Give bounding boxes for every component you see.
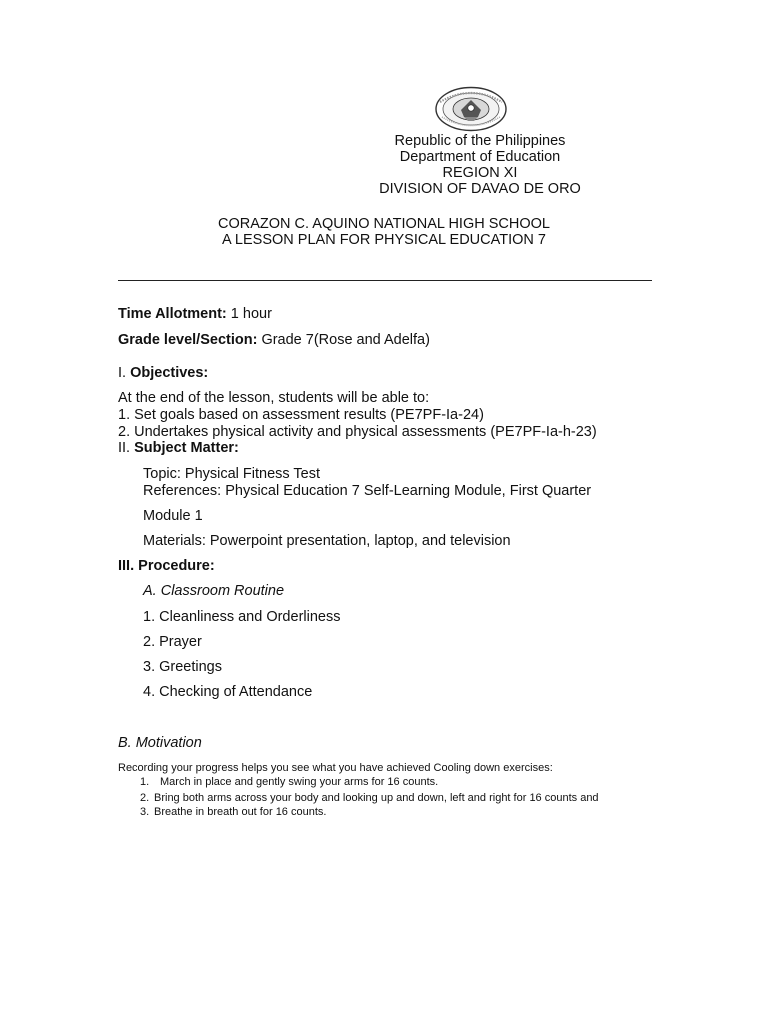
routine-item-2: 2. Prayer: [143, 634, 202, 650]
header-line-division: DIVISION OF DAVAO DE ORO: [379, 181, 581, 197]
motivation-item-3-number: 3.: [140, 806, 150, 818]
motivation-text: Recording your progress helps you see what you have achieved Cooling down exercises:: [118, 762, 553, 774]
motivation-item-3-text: Breathe in breath out for 16 counts.: [154, 806, 327, 818]
subject-matter-heading-text: Subject Matter:: [134, 440, 239, 456]
routine-item-4: 4. Checking of Attendance: [143, 684, 313, 700]
routine-item-1: 1. Cleanliness and Orderliness: [143, 609, 341, 625]
school-name: CORAZON C. AQUINO NATIONAL HIGH SCHOOL: [218, 216, 550, 232]
subject-references: References: Physical Education 7 Self-Learning Module, First Quarter: [143, 483, 592, 499]
grade-level-label: Grade level/Section:: [118, 332, 258, 348]
header-line-republic: Republic of the Philippines: [394, 133, 566, 149]
motivation-item-3: [140, 805, 326, 819]
objectives-intro: At the end of the lesson, students will be able to:: [118, 390, 430, 406]
grade-level-section: [118, 332, 430, 349]
procedure-heading-text: III. Procedure:: [118, 558, 215, 574]
header-line-department: Department of Education: [399, 149, 561, 165]
header-line-region: REGION XI: [442, 165, 518, 181]
motivation-item-1-number: 1.: [140, 776, 150, 788]
subject-matter-numeral: II.: [118, 440, 135, 456]
objective-item-1: 1. Set goals based on assessment results (PE7PF-Ia-24): [118, 407, 484, 423]
motivation-item-1: [140, 775, 438, 789]
motivation-heading: B. Motivation: [118, 735, 202, 751]
subject-materials: Materials: Powerpoint presentation, laptop, and television: [143, 533, 511, 549]
objectives-numeral: I.: [118, 365, 131, 381]
subject-module: Module 1: [143, 508, 203, 524]
lesson-plan-title: A LESSON PLAN FOR PHYSICAL EDUCATION 7: [222, 232, 546, 248]
motivation-item-2-number: 2.: [140, 792, 150, 804]
time-allotment-value: 1 hour: [226, 306, 272, 322]
deped-seal-logo: [434, 86, 508, 132]
subject-matter-heading: [118, 440, 239, 457]
objective-item-2: 2. Undertakes physical activity and physical assessments (PE7PF-Ia-h-23): [118, 424, 597, 440]
motivation-item-1-text: March in place and gently swing your arms for 16 counts.: [160, 776, 439, 788]
time-allotment-label: Time Allotment:: [118, 306, 227, 322]
objectives-heading: [118, 365, 208, 382]
objectives-heading-text: Objectives:: [130, 365, 209, 381]
motivation-item-2: [140, 791, 599, 805]
motivation-item-2-text: Bring both arms across your body and looking up and down, left and right for 16 counts and: [154, 792, 599, 804]
classroom-routine-heading: A. Classroom Routine: [143, 583, 285, 599]
header-divider: [118, 280, 652, 281]
subject-topic: Topic: Physical Fitness Test: [143, 466, 321, 482]
routine-item-3: 3. Greetings: [143, 659, 222, 675]
procedure-heading: [118, 558, 215, 575]
grade-level-value: Grade 7(Rose and Adelfa): [257, 332, 430, 348]
time-allotment: [118, 306, 272, 323]
